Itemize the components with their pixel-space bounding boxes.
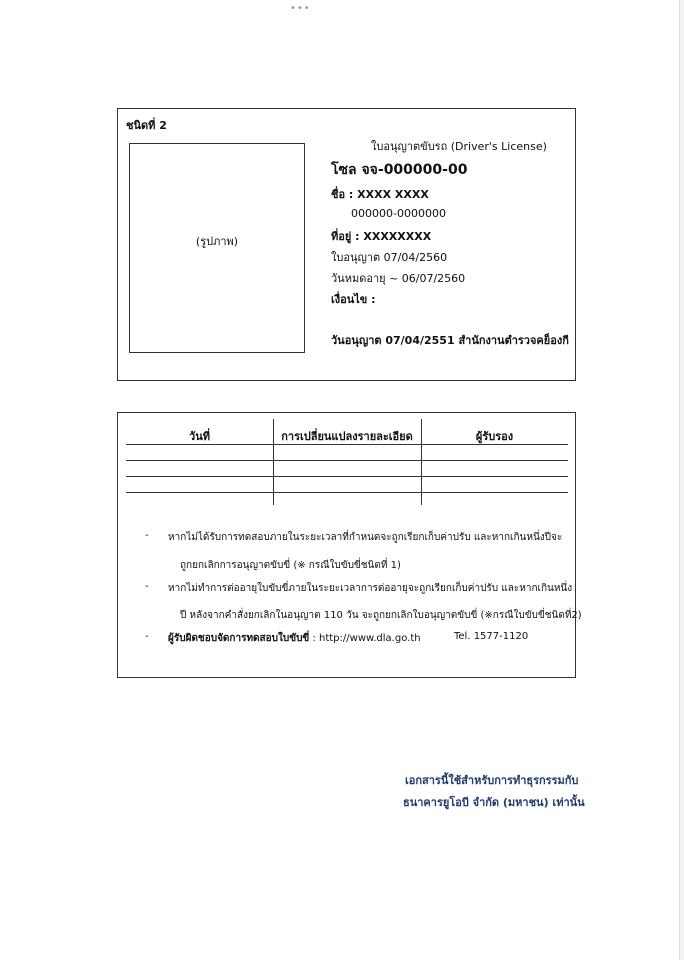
- header-date: วันที่: [189, 430, 210, 443]
- note-1-line-2: ถูกยกเลิกการอนุญาตขับขี่ (※ กรณีใบขับขี่ชนิดที่ 1): [180, 560, 401, 571]
- authority-tel: Tel. 1577-1120: [454, 631, 529, 642]
- drag-handle[interactable]: •••: [290, 3, 311, 14]
- record-table: [126, 419, 568, 505]
- bullet-dash: -: [145, 631, 149, 642]
- header-changes: การเปลี่ยนแปลงรายละเอียด: [281, 430, 413, 443]
- note-2-line-1: หากไม่ทำการต่ออายุใบขับขี่ภายในระยะเวลาการต่ออายุจะถูกเรียกเก็บค่าปรับ และหากเกินหนึ่ง: [168, 583, 573, 594]
- note-2-line-2: ปี หลังจากคำสั่งยกเลิกในอนุญาต 110 วัน จะถูกยกเลิกใบอนุญาตขับขี่ (※กรณีใบขับขี่ชนิดที่2): [180, 610, 582, 621]
- separator: :: [309, 633, 319, 644]
- license-number: โซล จจ-000000-00: [331, 162, 468, 178]
- authority-url[interactable]: http://www.dla.go.th: [319, 633, 421, 644]
- license-card: [117, 108, 576, 381]
- row-line: [126, 444, 568, 445]
- footer-line-1: เอกสารนี้ใช้สำหรับการทำธุรกรรมกับ: [405, 774, 579, 787]
- bullet-dash: -: [145, 530, 149, 541]
- record-section: [117, 412, 582, 678]
- id-number: 000000-0000000: [351, 207, 446, 220]
- card-type-label: ชนิดที่ 2: [126, 119, 167, 132]
- note-3: [168, 631, 421, 646]
- test-authority-label: ผู้รับผิดชอบจัดการทดสอบใบขับขี่: [168, 633, 310, 644]
- note-1-line-1: หากไม่ได้รับการทดสอบภายในระยะเวลาที่กำหนดจะถูกเรียกเก็บค่าปรับ และหากเกินหนึ่งปีจะ: [168, 532, 563, 543]
- bullet-dash: -: [145, 581, 149, 592]
- license-title: ใบอนุญาตขับรถ (Driver's License): [371, 140, 547, 153]
- photo-placeholder: [129, 143, 305, 353]
- expiry-date: วันหมดอายุ ~ 06/07/2560: [331, 272, 466, 285]
- license-date: ใบอนุญาต 07/04/2560: [331, 251, 448, 264]
- photo-label: (รูปภาพ): [195, 235, 239, 248]
- header-certifier: ผู้รับรอง: [475, 430, 514, 443]
- footer-line-2: ธนาคารยูโอบี จำกัด (มหาชน) เท่านั้น: [403, 796, 585, 809]
- address: ที่อยู่ : XXXXXXXX: [331, 230, 432, 243]
- issue-info: วันอนุญาต 07/04/2551 สำนักงานตำรวจคย็องกี: [331, 334, 569, 347]
- conditions: เงื่อนไข :: [331, 293, 376, 306]
- row-line: [126, 476, 568, 477]
- row-line: [126, 460, 568, 461]
- row-line: [126, 492, 568, 493]
- holder-name: ชื่อ : XXXX XXXX: [331, 188, 429, 201]
